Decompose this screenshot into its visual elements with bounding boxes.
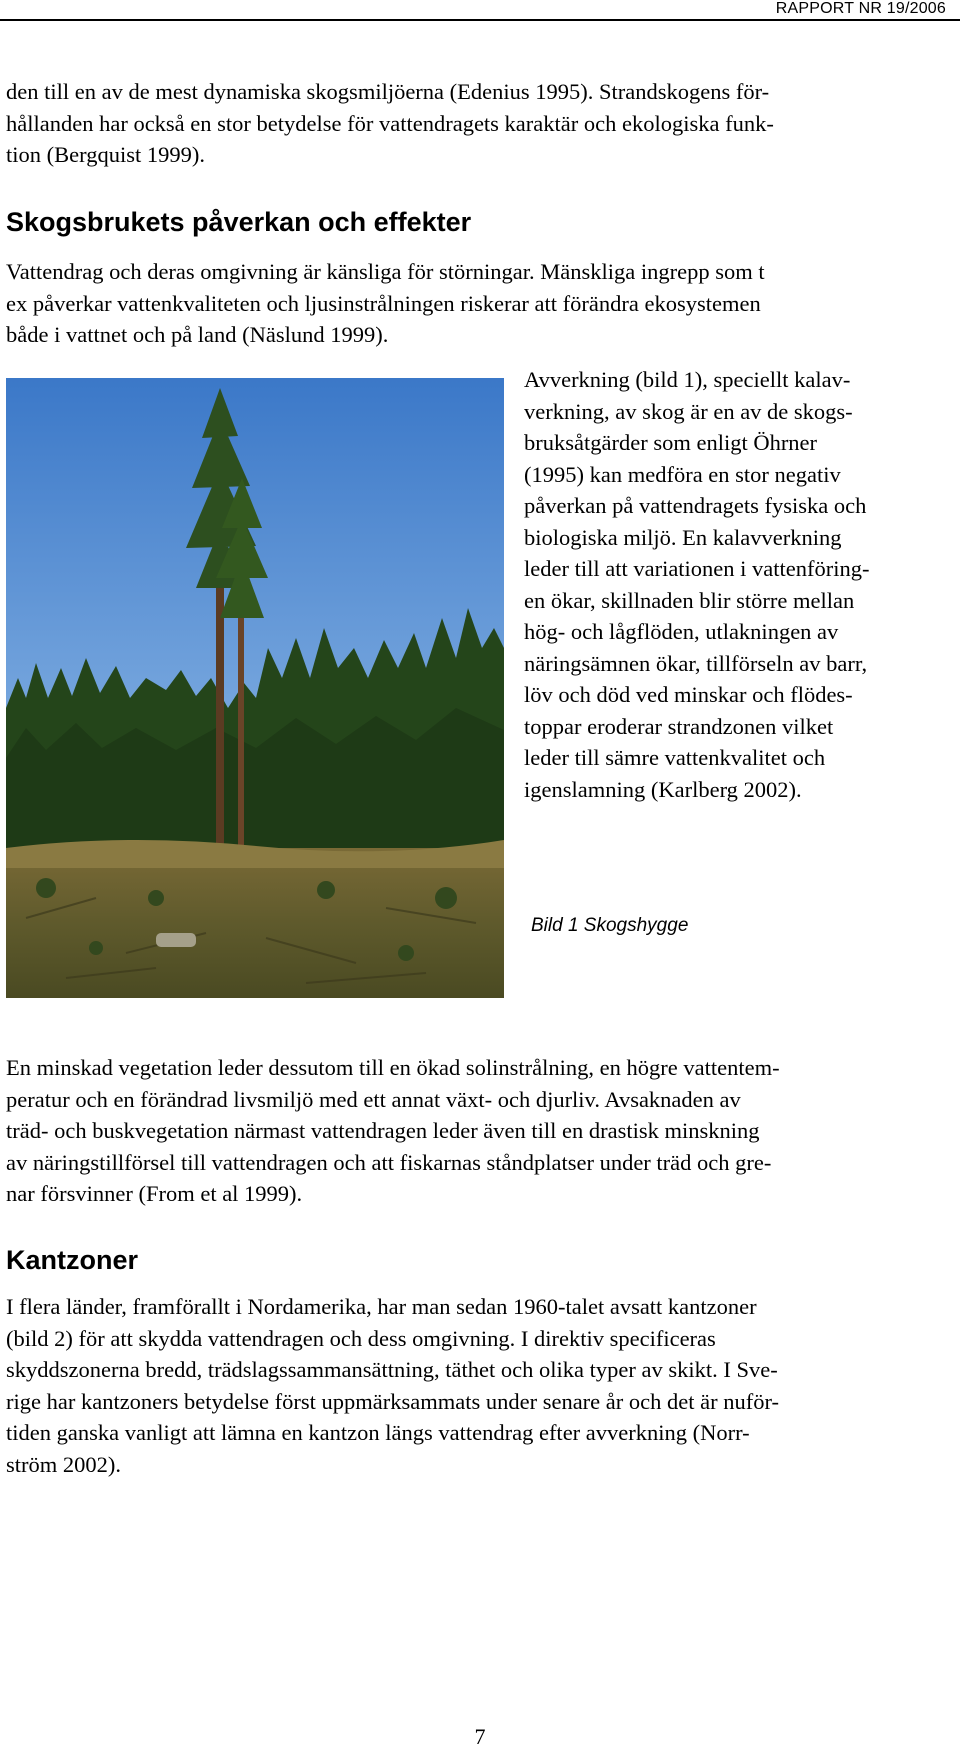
text-line: bruksåtgärder som enligt Öhrner (524, 430, 818, 455)
text-line: (1995) kan medföra en stor negativ (524, 461, 841, 487)
text-line: biologiska miljö. En kalavverkning (524, 524, 842, 550)
text-line: leder till att variationen i vattenföring- (524, 556, 870, 581)
section-heading-kantzoner: Kantzoner (6, 1245, 139, 1275)
figure-caption: Bild 1 Skogshygge (531, 915, 689, 936)
text-line: av näringstillförsel till vattendragen och att fiskarnas ståndplatser under träd och gre- (6, 1149, 772, 1175)
side-paragraph-avverkning (524, 364, 870, 805)
text-line: nar försvinner (From et al 1999). (6, 1181, 303, 1206)
section-1-paragraph (6, 256, 950, 351)
text-line: peratur och en förändrad livsmiljö med ett annat växt- och djurliv. Avsaknaden av (6, 1086, 741, 1112)
text-line: hög- och lågflöden, utlakningen av (524, 619, 839, 644)
text-line: Avverkning (bild 1), speciellt kalav- (524, 367, 851, 392)
section-heading-skogsbruk: Skogsbrukets påverkan och effekter (6, 207, 472, 237)
text-line: skyddszonerna bredd, trädslagssammansättning, täthet och olika typer av skikt. I Sve- (6, 1357, 778, 1382)
text-line: tion (Bergquist 1999). (6, 142, 205, 167)
text-line: den till en av de mest dynamiska skogsmiljöerna (Edenius 1995). Strandskogens för- (6, 79, 770, 104)
text-line: träd- och buskvegetation närmast vattendragen leder även till en drastisk minskning (6, 1118, 760, 1143)
text-line: ex påverkar vattenkvaliteten och ljusinstrålningen riskerar att förändra ekosystemen (6, 290, 761, 316)
text-line: påverkan på vattendragets fysiska och (524, 493, 867, 518)
text-line: en ökar, skillnaden blir större mellan (524, 587, 855, 613)
text-line: löv och död ved minskar och flödes- (524, 682, 853, 707)
section-2-paragraph (6, 1291, 950, 1480)
text-line: näringsämnen ökar, tillförseln av barr, (524, 650, 868, 676)
intro-paragraph (6, 76, 950, 171)
text-line: (bild 2) för att skydda vattendragen och dess omgivning. I direktiv specificeras (6, 1325, 716, 1351)
text-line: I flera länder, framförallt i Nordamerika, har man sedan 1960-talet avsatt kantzoner (6, 1294, 757, 1319)
text-line: verkning, av skog är en av de skogs- (524, 398, 853, 424)
clearcut-photo (6, 378, 504, 998)
text-line: tiden ganska vanligt att lämna en kantzon längs vattendrag efter avverkning (Norr- (6, 1420, 750, 1445)
page-number: 7 (474, 1724, 486, 1749)
header-rule (0, 19, 960, 21)
text-line: En minskad vegetation leder dessutom till en ökad solinstrålning, en högre vattentem- (6, 1055, 780, 1080)
text-line: leder till sämre vattenkvalitet och (524, 745, 826, 770)
text-line: igenslamning (Karlberg 2002). (524, 776, 802, 802)
text-line: hållanden har också en stor betydelse för vattendragets karaktär och ekologiska funk- (6, 110, 774, 136)
text-line: både i vattnet och på land (Näslund 1999). (6, 322, 389, 347)
text-line: Vattendrag och deras omgivning är känsliga för störningar. Mänskliga ingrepp som t (6, 259, 765, 284)
section-1-paragraph-after (6, 1052, 950, 1210)
text-line: rige har kantzoners betydelse först uppmärksammats under senare år och det är nuför- (6, 1388, 779, 1414)
text-line: toppar eroderar strandzonen vilket (524, 713, 834, 739)
report-header-title: RAPPORT NR 19/2006 (775, 0, 946, 17)
text-line: ström 2002). (6, 1451, 121, 1477)
